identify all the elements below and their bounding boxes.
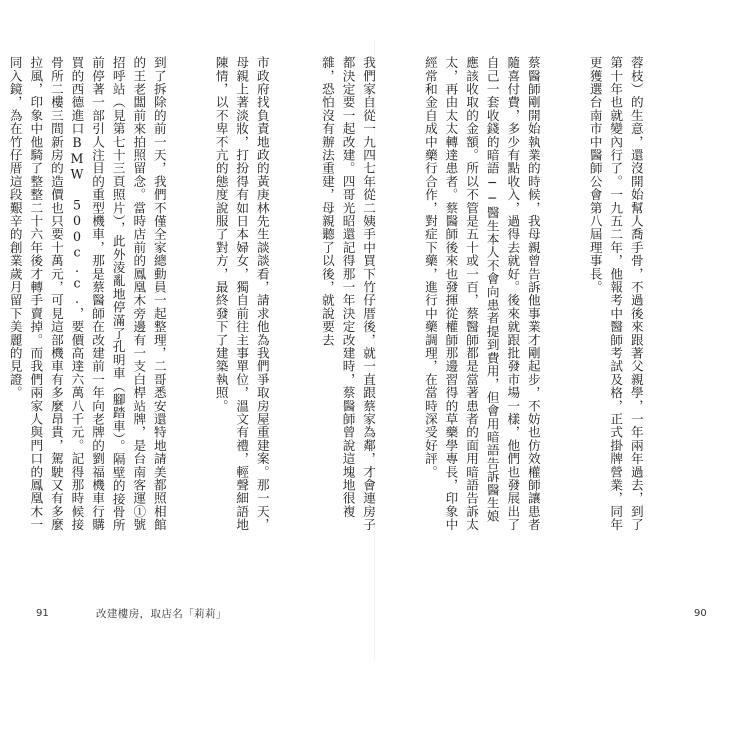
- paragraph: 市政府找負責地政的黃庚林先生談談看，請求他為我們爭取房屋重建案。那一天，母親上著淡妝，打扮得有如日本婦女，獨自前往主事單位，溫文有禮，輕聲細語地陳情，以不卑不亢的態度說服了對方，最終發下了建築執照。: [213, 56, 270, 532]
- body-text-left: [7, 56, 313, 534]
- page-number-left: 91: [36, 608, 49, 619]
- paragraph: 我們家自從一九四七年從二姨手中買下竹仔厝後，就一直跟蔡家為鄰，才會連房子都決定要一起改建。四哥光昭還記得那一年決定改建時，蔡醫師曾說這塊地很複雜，恐怕沒有辦法重建，母親聽了以後，就說要去: [319, 56, 377, 532]
- body-text-right: [319, 56, 687, 534]
- paragraph: 蓉枝）的生意，還沒開始幫人喬手骨，不過後來跟著父親學，一年兩年過去，到了第十年也就變內行了。一九五二年，他報考中醫師考試及格，正式掛牌營業，同年更獲選台南市中醫師公會第八屆理事長。: [587, 56, 644, 532]
- paragraph: 蔡醫師剛開始執業的時候，我母親曾告訴他事業才剛起步，不妨也仿效權師讓患者隨喜付費，多少有點收入，過得去就好。後來就跟批發市場一樣，他們也發展出了自己一套收錢的暗語──醫生本人不會向患者提到費用，但會用暗語告訴醫生娘應該收取的金額。所以不管是五十或一百，蔡醫師都是當著患者的面用暗語告訴太太，再由太太轉達患者。蔡醫師後來也發揮從權師那邊習得的草藥學專長，印象中經常和金自成中藥行合作，對症下藥，進行中藥調理，在當時深受好評。: [422, 56, 541, 532]
- paragraph: 到了拆除的前一天，我們不僅全家總動員一起整理，二哥悉安還特地請美都照相館的王老闆前來拍照留念。當時店前的鳳凰木旁邊有一支白桿站牌，是台南客運①號招呼站（見第七十三頁照片），此外淩亂地停滿了孔明車（腳踏車）。隔壁的接骨所前停著一部引人注目的重型機車，那是蔡醫師在改建前一年向老牌的劉福機車行購買的西德進口BMW 500c.c.，要價高達六萬八千元。記得那時候接骨所二樓三間新房的造價也只要十萬元，可見這部機車有多麼昂貴，駕駛又有多麼拉風，印象中他騎了整整二十六年後才轉手賣掉。而我們兩家人與門口的鳳凰木一同入鏡，為在竹仔厝這段艱辛的創業歲月留下美麗的見證。: [7, 56, 167, 532]
- page-right: [319, 0, 750, 750]
- running-head: 改建樓房，取店名「莉莉」: [96, 608, 227, 620]
- page-number-right: 90: [694, 608, 707, 619]
